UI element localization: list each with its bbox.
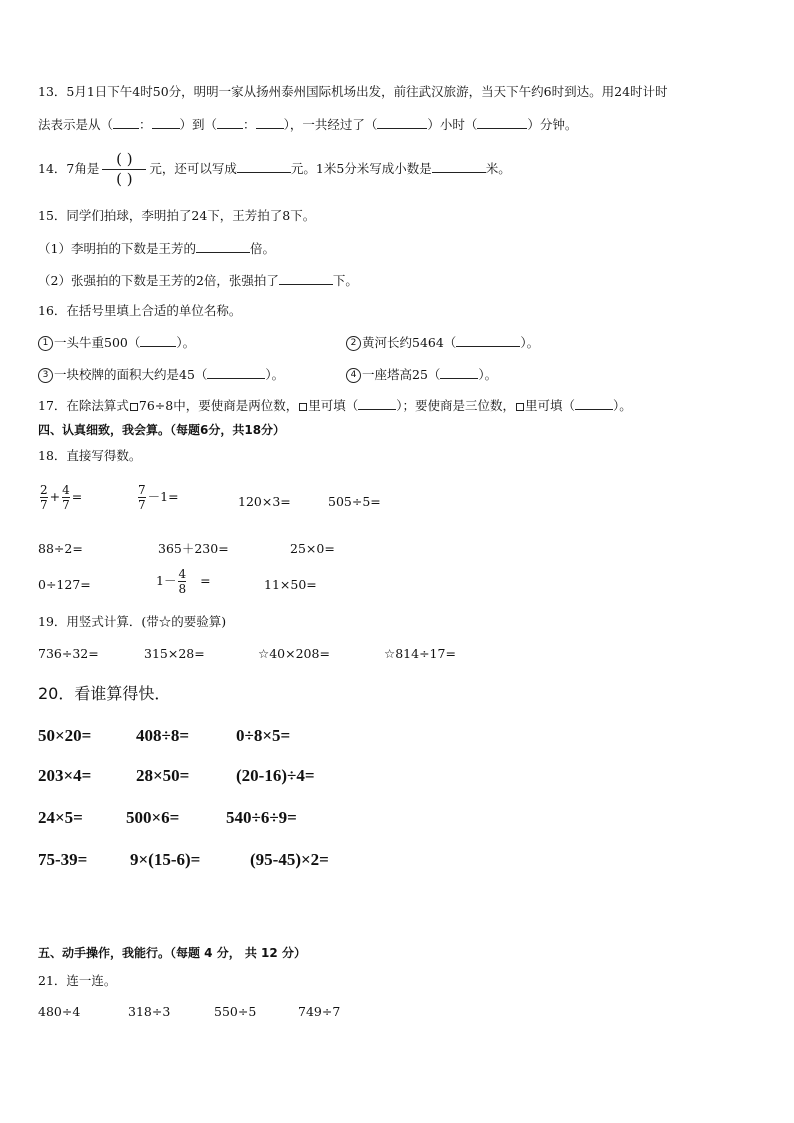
q19-item-3: ☆40×208= [258, 646, 330, 661]
q18-expr-6: 365＋230= [158, 541, 229, 556]
q15-part2-text: （2）张强拍的下数是王芳的2倍，张强拍了 [38, 273, 279, 288]
q18-expr-8: 0÷127= [38, 577, 91, 592]
q16-blank-3[interactable] [207, 366, 265, 379]
q14-prefix: 14．7角是 [38, 161, 100, 176]
q17-text-b: 76÷8中，要使商是两位数， [138, 398, 299, 413]
q20-expr: 203×4= [38, 766, 92, 785]
q13-text-e: ）分钟。 [527, 117, 578, 132]
q21-stem: 21．连一连。 [38, 973, 117, 988]
q17-text-a: 17．在除法算式 [38, 398, 129, 413]
q21-item-2[interactable]: 318÷3 [128, 1004, 171, 1019]
q16-item-1 [38, 334, 195, 351]
numerator: 7 [138, 483, 146, 497]
q16-item-2-end: ）。 [520, 335, 540, 350]
q20-expr: 0÷8×5= [236, 726, 291, 745]
q16-blank-4[interactable] [440, 366, 478, 379]
section-4-heading: 四、认真细致，我会算。（每题6分，共18分） [38, 423, 286, 437]
fraction [40, 484, 48, 511]
section-5-heading: 五、动手操作，我能行。（每题 4 分， 共 12 分） [38, 946, 306, 960]
q17-text-f: ）。 [613, 398, 632, 413]
q16-blank-1[interactable] [140, 334, 176, 347]
q18-expr-1 [38, 484, 82, 511]
q16-blank-2[interactable] [456, 334, 520, 347]
q15-blank-times[interactable] [196, 240, 250, 253]
q15-part1-text: （1）李明拍的下数是王芳的 [38, 241, 196, 256]
q20-expr: 500×6= [126, 808, 180, 827]
denominator: 7 [62, 498, 70, 512]
q20-expr: 24×5= [38, 808, 83, 827]
q14-text-mid1: 元，还可以写成 [149, 161, 237, 176]
q15-stem: 15．同学们拍球，李明拍了24下，王芳拍了8下。 [38, 208, 316, 223]
q20-expr: 75-39= [38, 850, 88, 869]
fraction [62, 484, 70, 511]
fraction [178, 568, 186, 595]
one-minus: 1－ [156, 573, 177, 588]
q20-expr: 50×20= [38, 726, 92, 745]
q21-item-4[interactable]: 749÷7 [298, 1004, 341, 1019]
q13-blank-min-end[interactable] [256, 116, 284, 129]
q15-part2-end: 下。 [332, 273, 358, 288]
q16-item-3 [38, 366, 284, 383]
equals-sign: = [71, 489, 83, 504]
q13-blank-min-start[interactable] [152, 116, 180, 129]
numerator: 4 [178, 567, 187, 581]
q21-item-1[interactable]: 480÷4 [38, 1004, 81, 1019]
circled-number-1: 1 [38, 336, 53, 351]
q13-colon: ： [243, 117, 256, 132]
q17-blank-three-digit[interactable] [575, 397, 613, 410]
q16-item-4-text: 一座塔高25（ [362, 367, 441, 382]
denominator: 8 [178, 582, 187, 596]
q17-text-d: ）；要使商是三位数， [396, 398, 516, 413]
q14-frac-top: ( ) [116, 150, 133, 168]
numerator: 4 [62, 483, 70, 497]
q13-text-c: ），一共经过了（ [283, 117, 378, 132]
q14-line [38, 152, 511, 187]
q20-expr: (20-16)÷4= [236, 766, 315, 785]
q14-text-mid2: 元。1米5分米写成小数是 [290, 161, 432, 176]
circled-number-3: 3 [38, 368, 53, 383]
q13-line1: 13．5月1日下午4时50分，明明一家从扬州泰州国际机场出发，前往武汉旅游，当天下午约6时到达。用24时计时 [38, 84, 668, 99]
q13-blank-hours[interactable] [377, 116, 427, 129]
circled-number-4: 4 [346, 368, 361, 383]
q14-frac-bottom: ( ) [116, 170, 133, 188]
q18-expr-5: 88÷2= [38, 541, 83, 556]
q18-expr-4: 505÷5= [328, 494, 381, 509]
q15-part2 [38, 272, 358, 289]
q20-expr: 28×50= [136, 766, 190, 785]
q16-item-2 [346, 334, 539, 351]
q16-item-3-end: ）。 [265, 367, 285, 382]
denominator: 7 [138, 498, 146, 512]
q20-expr: 9×(15-6)= [130, 850, 201, 869]
q19-item-4: ☆814÷17= [384, 646, 456, 661]
q14-blank-yuan[interactable] [237, 160, 291, 173]
q14-fraction-blank[interactable] [102, 152, 146, 187]
empty-box-icon [516, 403, 524, 411]
q15-part1-end: 倍。 [249, 241, 275, 256]
q17-line [38, 397, 632, 414]
q21-item-3[interactable]: 550÷5 [214, 1004, 257, 1019]
q13-line2 [38, 116, 577, 133]
q13-text-b: ）到（ [179, 117, 218, 132]
q20-stem: 20．看谁算得快． [38, 684, 171, 703]
q20-expr: 408÷8= [136, 726, 190, 745]
q20-expr: 540÷6÷9= [226, 808, 297, 827]
q17-blank-two-digit[interactable] [358, 397, 396, 410]
q13-text-a: 法表示是从（ [38, 117, 114, 132]
q15-blank-count[interactable] [279, 272, 333, 285]
q16-item-1-end: ）。 [176, 335, 196, 350]
q19-item-1: 736÷32= [38, 646, 99, 661]
q16-item-3-text: 一块校牌的面积大约是45（ [54, 367, 208, 382]
q16-item-1-text: 一头牛重500（ [54, 335, 141, 350]
q14-text-end: 米。 [485, 161, 511, 176]
q14-blank-meters[interactable] [432, 160, 486, 173]
q16-stem: 16．在括号里填上合适的单位名称。 [38, 303, 242, 318]
q15-part1 [38, 240, 275, 257]
q18-expr-2 [136, 484, 179, 511]
q16-item-2-text: 黄河长约5464（ [362, 335, 457, 350]
q18-expr-3: 120×3= [238, 494, 291, 509]
circled-number-2: 2 [346, 336, 361, 351]
empty-box-icon [299, 403, 307, 411]
q13-blank-hour-start[interactable] [113, 116, 139, 129]
q16-item-4 [346, 366, 497, 383]
q19-stem: 19．用竖式计算．(带☆的要验算) [38, 614, 227, 629]
q18-expr-10: 11×50= [264, 577, 317, 592]
q19-item-2: 315×28= [144, 646, 205, 661]
q17-text-c: 里可填（ [308, 398, 359, 413]
fraction [138, 484, 146, 511]
minus-one-equals: －1= [147, 489, 179, 504]
q18-expr-7: 25×0= [290, 541, 335, 556]
numerator: 2 [40, 483, 48, 497]
q13-blank-minutes[interactable] [477, 116, 527, 129]
empty-box-icon [130, 403, 138, 411]
denominator: 7 [40, 498, 48, 512]
equals-sign: = [200, 573, 211, 588]
plus-sign: + [49, 489, 61, 504]
q18-stem: 18．直接写得数。 [38, 448, 142, 463]
q17-text-e: 里可填（ [525, 398, 576, 413]
q16-item-4-end: ）。 [478, 367, 498, 382]
q20-expr: (95-45)×2= [250, 850, 329, 869]
q13-text-d: ）小时（ [427, 117, 478, 132]
q13-blank-hour-end[interactable] [217, 116, 243, 129]
q18-expr-9 [156, 568, 211, 595]
q13-colon: ： [139, 117, 152, 132]
